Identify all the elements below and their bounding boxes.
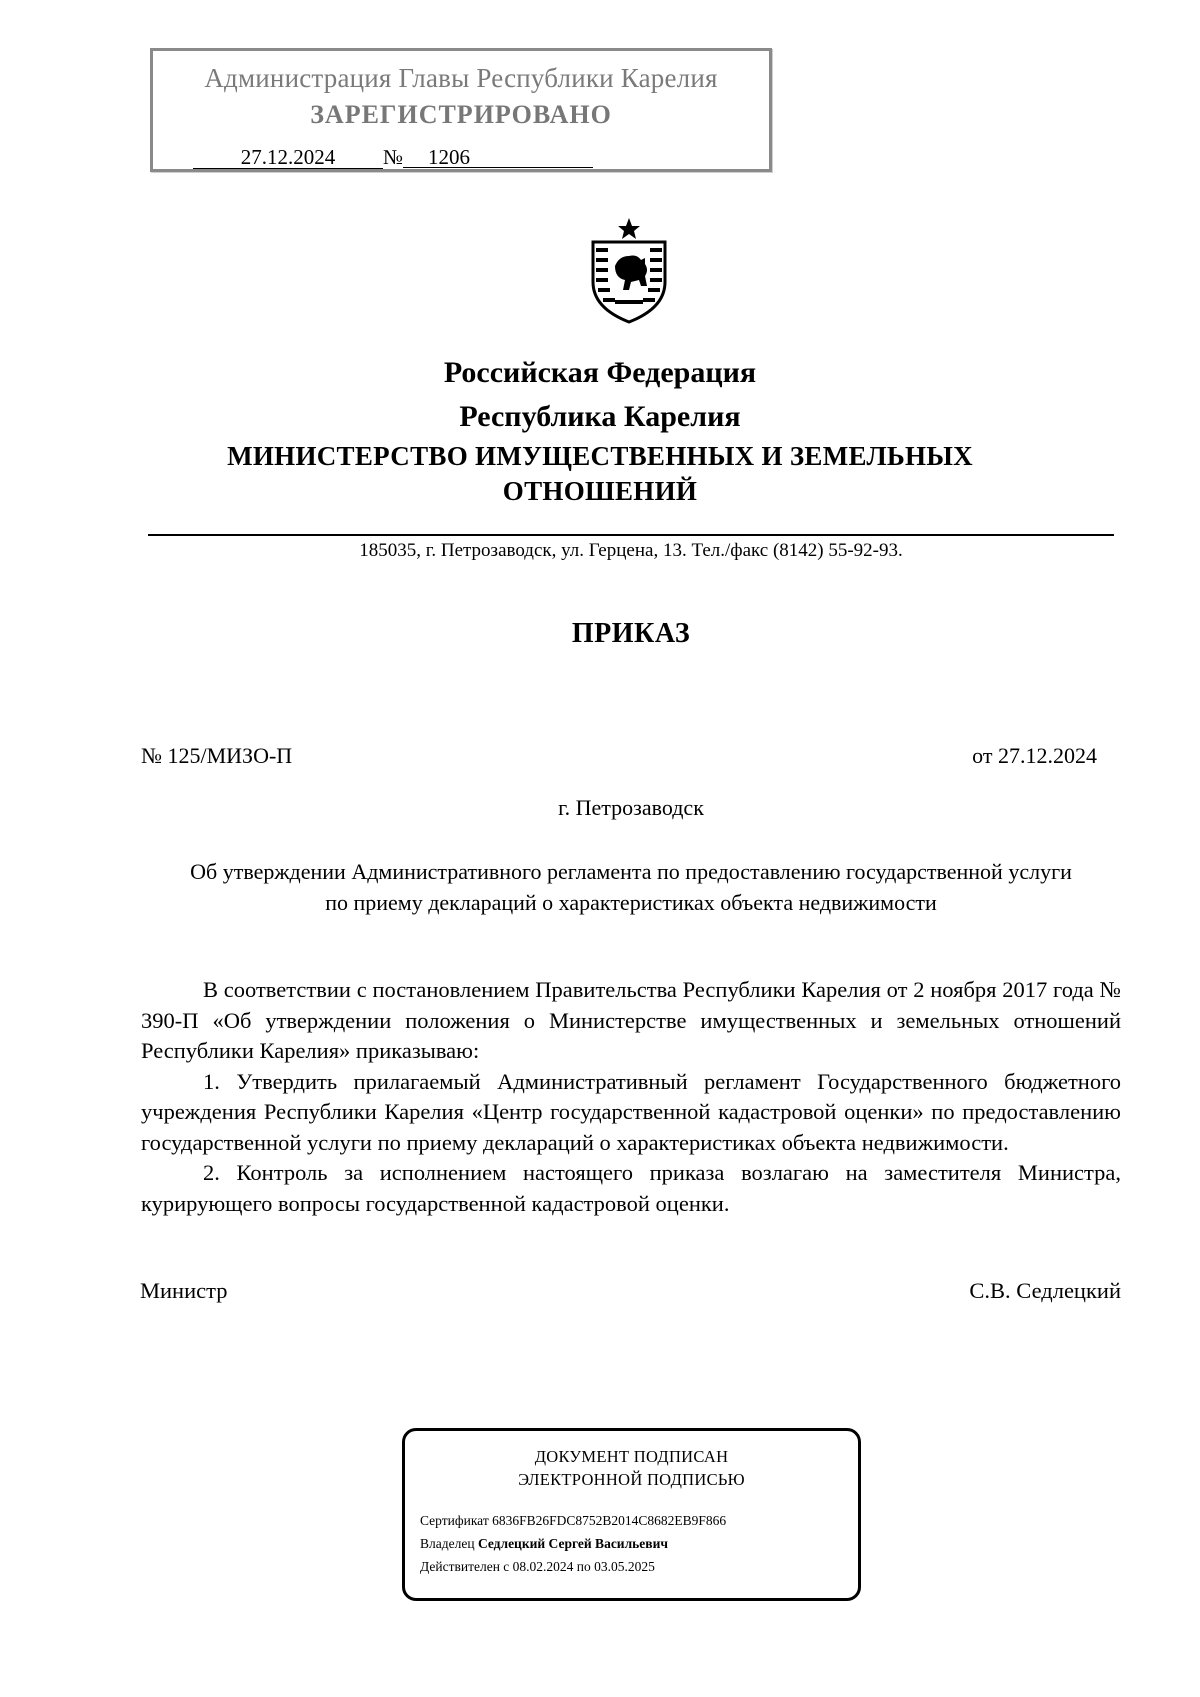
order-title: ПРИКАЗ [571,618,691,649]
body-paragraph-item-1: 1. Утвердить прилагаемый Административный регламент Государственного бюджетного учреждения Республики Карелия «Центр государственной кадастровой оценки» по предоставлению государственной услуги по приему деклараций о характеристиках объекта недвижимости. [141,1068,1121,1155]
esig-certificate-value: 6836FB26FDC8752B2014C8682EB9F866 [492,1513,727,1528]
esig-valid-to: 03.05.2025 [594,1559,655,1574]
registration-stamp-authority: Администрация Главы Республики Карелия [204,63,718,93]
signatory-position: Министр [140,1278,228,1303]
esig-owner-row [420,1536,668,1552]
esig-valid-label: Действителен с [420,1559,510,1574]
header-address: 185035, г. Петрозаводск, ул. Герцена, 13. Тел./факс (8142) 55-92-93. [359,540,903,561]
header-country: Российская Федерация [443,356,757,389]
signatory-name: С.В. Седлецкий [969,1278,1121,1303]
body-paragraph-preamble: В соответствии с постановлением Правительства Республики Карелия от 2 ноября 2017 года № 390-П «Об утверждении положения о Министерстве имущественных и земельных отношений Республики Карелия» приказываю: [141,977,1121,1063]
header-divider [148,534,1114,536]
electronic-signature-stamp [402,1428,861,1601]
order-number: № 125/МИЗО-П [141,743,293,768]
esig-certificate-label: Сертификат [420,1513,489,1528]
esig-title-line1: ДОКУМЕНТ ПОДПИСАН [534,1447,729,1466]
registration-stamp-status: ЗАРЕГИСТРИРОВАНО [310,100,612,129]
header-ministry-line1: МИНИСТЕРСТВО ИМУЩЕСТВЕННЫХ И ЗЕМЕЛЬНЫХ [227,441,973,471]
coat-of-arms-icon [585,216,673,324]
order-date: от 27.12.2024 [972,743,1097,768]
registration-number-sign: № [383,145,404,169]
body-paragraph-item-2: 2. Контроль за исполнением настоящего приказа возлагаю на заместителя Министра, курирующего вопросы государственной кадастровой оценки. [141,1160,1121,1216]
order-body [141,975,1121,1219]
esig-validity-row [420,1559,655,1575]
esig-owner-label: Владелец [420,1536,475,1551]
esig-certificate-row [420,1513,726,1529]
header-region: Республика Карелия [459,400,741,433]
header-ministry-line2: ОТНОШЕНИЙ [502,476,698,506]
order-city: г. Петрозаводск [558,795,704,820]
registration-stamp-details [193,145,593,170]
esig-valid-from: 08.02.2024 [512,1559,574,1574]
registration-date: 27.12.2024 [193,146,383,169]
esig-owner-value: Седлецкий Сергей Васильевич [477,1536,668,1551]
registration-number: 1206 [403,146,593,168]
order-subject: Об утверждении Административного регламента по предоставлению государственной услуги по приему деклараций о характеристиках объекта недвижимости [190,859,1072,915]
registration-stamp [150,48,772,172]
header-ministry [80,439,1120,509]
esig-title-line2: ЭЛЕКТРОННОЙ ПОДПИСЬЮ [518,1470,745,1489]
esig-valid-to-label: по [576,1559,591,1574]
